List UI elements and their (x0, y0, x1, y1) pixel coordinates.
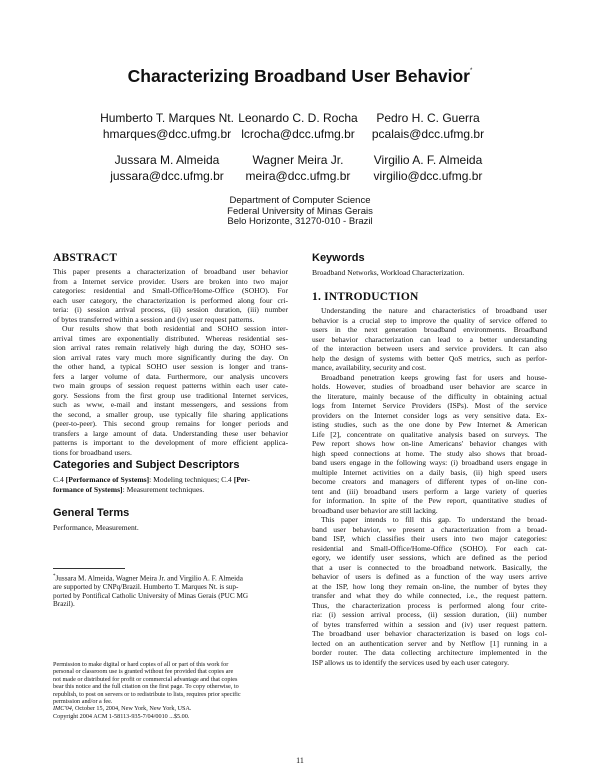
text-line: bear this notice and the full citation on the first page. To copy otherwise, to (53, 683, 239, 691)
text-line: This paper intends to fill this gap. To understand the broad- (321, 515, 547, 524)
text-line: not made or distributed for profit or commercial advantage and that copies (53, 675, 238, 683)
text-line: the second, a smaller group, use typically file sharing applications (53, 409, 288, 419)
text-line: behavior of users is defined as a function of the way users arrive (312, 572, 547, 581)
footnote-text: Jussara M. Almeida, Wagner Meira Jr. and Virgilio A. F. Almeida (55, 574, 243, 583)
footnote-rule (53, 568, 125, 569)
text-line: users in the next generation broadband environments. Broadband (312, 325, 547, 334)
author-email: hmarques@dcc.ufmg.br (102, 127, 232, 141)
text-line: are supported by CNPq/Brazil. Humberto T. Marques Nt. is sup- (53, 582, 239, 591)
text-line: ISP allows us to identify the services used by each user category. (312, 657, 510, 667)
author-block (338, 152, 518, 184)
text-line: such as www, e-mail and instant messengers, and sessions from (53, 400, 288, 409)
text-line: tent and (iii) broadband users perform a large variety of queries (312, 486, 547, 496)
text-line: Thus, the characterization process is performed along four crite- (312, 600, 547, 610)
category-name: [Per- (233, 475, 250, 484)
text-line: providers on the Internet consider logs as very sensitive data. Ex- (312, 410, 547, 420)
footnote (53, 573, 288, 609)
text-line: each user category, the characterization is performed along four cri- (53, 295, 288, 305)
categories-heading: Categories and Subject Descriptors (53, 459, 240, 471)
category-name: formance of Systems] (53, 484, 123, 494)
text-line: personal or classroom use is granted without fee provided that copies are (53, 668, 234, 676)
text-line: become creators and managers of different types of on-line con- (312, 477, 547, 486)
affiliation-line: Federal University of Minas Gerais (227, 205, 373, 217)
author-email: lcrocha@dcc.ufmg.br (241, 127, 355, 141)
venue-name: IMC'04, (53, 705, 74, 713)
text-line: egory, we identify user sessions, which are defined as the period (312, 553, 547, 562)
text-line: holds. However, studies of broadband user behavior are scarce in (312, 382, 547, 391)
text-line: Brazil). (53, 600, 75, 609)
author-block (338, 110, 518, 142)
text-line: of bytes transferred within a session and (iv) user request patterns. (53, 314, 255, 324)
introduction-body (312, 306, 547, 667)
text-line: Performance, Measurement. (53, 523, 139, 532)
text-line: border router. The data collecting architecture implemented in the (312, 648, 547, 657)
text-line (53, 705, 288, 712)
text-line: of the interaction between users and service providers. It can also (312, 344, 547, 353)
author-email: jussara@dcc.ufmg.br (110, 169, 224, 183)
text-line: band user behavior, we present a characterization from a broad- (312, 524, 547, 534)
categories-body (53, 475, 288, 494)
text-line: Copyright 2004 ACM 1-58113-935-7/04/0010 ...$5.00. (53, 712, 190, 720)
text-line: categories: residential and Small-Office/Home-Office (SOHO). For (53, 286, 288, 295)
text-line: transfer and what they do while connected, i.e., the request pattern. (312, 591, 547, 600)
text-line: help the design of systems with better QoS metrics, such as perfor- (312, 353, 547, 363)
text-line: mance, availability, security and cost. (312, 363, 427, 372)
author-email: pcalais@dcc.ufmg.br (371, 127, 485, 141)
affiliation (0, 196, 600, 228)
text-line: for information. In spite of the Pew report, quantitative studies of (312, 496, 547, 505)
text-line: the other hand, a typical SOHO user session is longer and trans- (53, 362, 288, 371)
text-line: residential and Small-Office/Home-Office (SOHO). For each cat- (312, 543, 547, 553)
abstract-body (53, 267, 288, 457)
text-line: user behavior characterization can lead to a better understanding (312, 334, 547, 344)
author-name: Leonardo C. D. Rocha (238, 111, 358, 125)
category-text: : Modeling techniques; C.4 (149, 475, 234, 484)
text-line: Life [2], concentrate on qualitative analysis based on surveys. The (312, 429, 547, 439)
text-line: republish, to post on servers or to redistribute to lists, requires prior specific (53, 690, 241, 698)
text-line: the literature, mainly because of the difficulty in obtaining actual (312, 391, 547, 401)
text-line: fers a larger volume of data. Furthermore, our analysis uncovers (53, 371, 288, 381)
general-terms-body (53, 523, 288, 533)
text-line: gory. Sessions from the first group use traditional Internet services, (53, 390, 288, 400)
title-footnote-mark: * (469, 68, 473, 74)
text-line: that a user is connected to the broadband network. Basically, the (312, 562, 547, 572)
category-code: C.4 (53, 475, 66, 484)
text-line: ria: (i) session arrival process, (ii) session duration, (iii) number (312, 610, 547, 619)
text-line: Pew report shows how on-line Americans' behavior changes with (312, 439, 547, 448)
category-name: [Performance of Systems] (65, 475, 150, 484)
text-line (53, 573, 288, 583)
text-line: patterns is important to the development of more efficient applica- (53, 438, 288, 447)
author-name: Wagner Meira Jr. (252, 153, 344, 167)
text-line: high speed connections at home. The study also shows that broad- (312, 448, 547, 458)
paper-title-text: Characterizing Broadband User Behavior (127, 66, 470, 86)
text-line: lected on an authentication server and by Netflow [1] running in a (312, 638, 547, 648)
keywords-body (312, 268, 547, 278)
text-line: behavior is a crucial step to improve the quality of service offered to (312, 315, 547, 325)
text-line: This paper presents a characterization of broadband user behavior (53, 267, 288, 276)
text-line: (peer-to-peer). This second group remains for longer periods and (53, 419, 288, 428)
text-line: The broadband user behavior characterization is based on logs col- (312, 629, 547, 638)
author-email: virgilio@dcc.ufmg.br (373, 169, 483, 183)
category-text: : Measurement techniques. (122, 484, 205, 494)
text-line: sion arrival rates remain relatively high during the day, SOHO ses- (53, 343, 288, 352)
text-line (53, 475, 288, 485)
text-line: band users engage in the following ways: (i) broadband users engage in (312, 458, 547, 467)
author-name: Humberto T. Marques Nt. (100, 111, 234, 125)
text-line: sion arrival rates vary much more significantly during the day. On (53, 352, 288, 362)
author-email: meira@dcc.ufmg.br (245, 169, 351, 183)
text-line: of bytes transferred within a session and (iv) user request pattern. (312, 619, 547, 629)
text-line: teria: (i) session arrival process, (ii) session duration, (iii) number (53, 305, 288, 314)
text-line (53, 485, 288, 495)
text-line: from a Internet service provider. Users are broken into two major (53, 276, 288, 286)
paper-title (0, 66, 600, 87)
venue-details: October 15, 2004, New York, New York, USA. (73, 705, 192, 713)
text-line: Permission to make digital or hard copies of all or part of this work for (53, 661, 229, 668)
text-line: transfers a large amount of data. Understanding these user behavior (53, 428, 288, 438)
text-line: Our results show that both residential and SOHO session inter- (62, 324, 288, 333)
permission-notice (53, 661, 288, 720)
affiliation-line: Belo Horizonte, 31270-010 - Brazil (227, 216, 373, 227)
text-line: isting studies, such as the one done by Pew Internet & American (312, 420, 547, 429)
text-line: tions for broadband users. (53, 447, 132, 457)
author-name: Jussara M. Almeida (114, 153, 220, 167)
page-number: 11 (296, 756, 304, 765)
text-line: Broadband Networks, Workload Characterization. (312, 268, 465, 277)
general-terms-heading: General Terms (53, 507, 130, 519)
abstract-heading: ABSTRACT (53, 252, 118, 264)
text-line: ported by Pontifical Catholic University of Minas Gerais (PUC MG (53, 591, 249, 600)
affiliation-line: Department of Computer Science (229, 195, 371, 206)
text-line: at the ISP, how long they remain on-line, the number of bytes they (312, 581, 547, 591)
author-name: Virgilio A. F. Almeida (373, 153, 483, 167)
author-name: Pedro H. C. Guerra (376, 111, 480, 125)
keywords-heading: Keywords (312, 252, 365, 264)
introduction-heading: 1. INTRODUCTION (312, 291, 419, 303)
text-line: Understanding the nature and characteristics of broadband user (321, 306, 547, 315)
text-line: Broadband penetration keeps growing fast for users and house- (321, 372, 547, 382)
text-line: multiple Internet activities on a daily basis, (ii) high speed users (312, 467, 547, 477)
text-line: two main groups of session request patterns within each user cate- (53, 381, 288, 390)
text-line: broadband user behavior are still lacking. (312, 505, 438, 515)
text-line: logs from Internet Service Providers (ISPs). Most of the service (312, 401, 547, 410)
text-line: permission and/or a fee. (53, 698, 113, 706)
text-line: band ISP, which classifies their users into two major categories: (312, 534, 547, 543)
text-line: arrival times are exponentially distributed. Whereas residential ses- (53, 333, 288, 343)
footnote-mark: * (53, 574, 56, 579)
